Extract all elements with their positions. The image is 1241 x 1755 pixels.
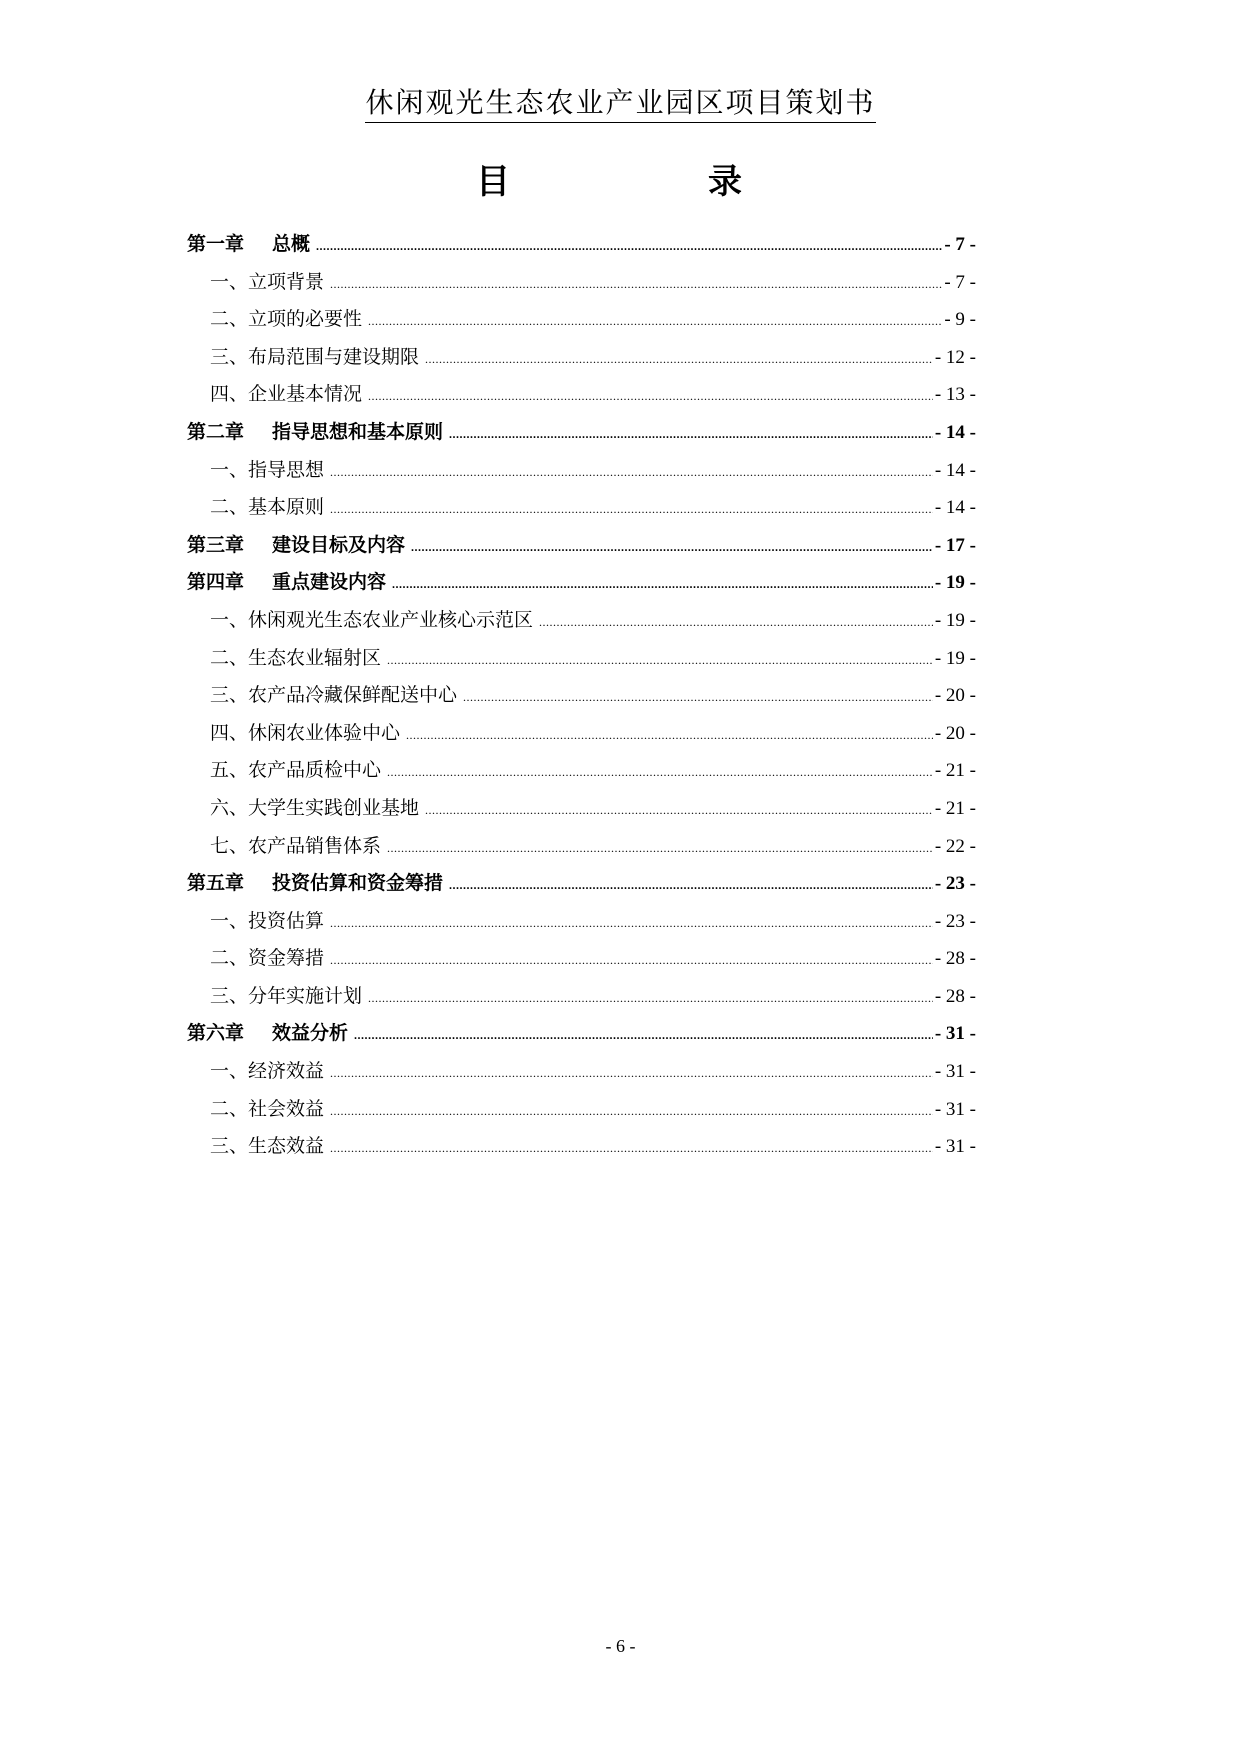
table-of-contents — [187, 226, 976, 1166]
toc-entry-label: 农产品销售体系 — [248, 834, 382, 857]
toc-entry-number: 五、 — [210, 759, 249, 782]
toc-dot-leader — [449, 867, 933, 905]
toc-dot-leader — [539, 604, 933, 642]
toc-entry-label: 农产品质检中心 — [248, 759, 382, 782]
toc-entry-number: 六、 — [210, 796, 249, 819]
toc-section-entry[interactable] — [187, 339, 976, 377]
toc-dot-leader — [449, 416, 933, 454]
toc-dot-leader — [330, 1055, 933, 1093]
toc-entry-title — [210, 978, 362, 1016]
toc-entry-label: 休闲观光生态农业产业核心示范区 — [248, 608, 534, 631]
toc-entry-number: 一、 — [210, 1060, 249, 1083]
toc-section-entry[interactable] — [187, 790, 976, 828]
toc-section-entry[interactable] — [187, 376, 976, 414]
toc-entry-number: 一、 — [210, 458, 249, 481]
toc-section-entry[interactable] — [187, 715, 976, 753]
page-number: - 6 - — [605, 1636, 636, 1656]
toc-entry-page: - 28 - — [934, 948, 976, 970]
toc-entry-page: - 14 - — [934, 497, 976, 519]
toc-entry-title — [187, 527, 405, 565]
toc-section-entry[interactable] — [187, 903, 976, 941]
toc-entry-title — [210, 1053, 324, 1091]
toc-entry-title — [210, 301, 362, 339]
toc-section-entry[interactable] — [187, 978, 976, 1016]
toc-dot-leader — [330, 942, 933, 980]
toc-heading — [0, 160, 1241, 204]
toc-entry-number: 二、 — [210, 308, 249, 331]
toc-section-entry[interactable] — [187, 677, 976, 715]
toc-entry-label: 社会效益 — [248, 1097, 325, 1120]
toc-entry-title — [210, 903, 324, 941]
toc-entry-number: 第六章 — [187, 1022, 245, 1045]
toc-entry-title — [187, 1015, 348, 1053]
toc-entry-number: 二、 — [210, 947, 249, 970]
toc-entry-page: - 31 - — [934, 1061, 976, 1083]
toc-section-entry[interactable] — [187, 1053, 976, 1091]
toc-entry-title — [210, 376, 362, 414]
toc-entry-title — [210, 752, 381, 790]
toc-dot-leader — [406, 717, 933, 755]
toc-entry-title — [187, 865, 443, 903]
toc-entry-page: - 19 - — [934, 647, 976, 669]
toc-entry-number: 二、 — [210, 496, 249, 519]
toc-entry-page: - 31 - — [934, 1098, 976, 1120]
toc-entry-number: 三、 — [210, 1135, 249, 1158]
toc-dot-leader — [387, 754, 933, 792]
toc-entry-label: 总概 — [272, 233, 311, 255]
toc-entry-label: 建设目标及内容 — [272, 533, 406, 556]
toc-entry-number: 第一章 — [187, 233, 245, 255]
toc-entry-number: 二、 — [210, 1097, 249, 1120]
toc-dot-leader — [330, 266, 942, 304]
toc-section-entry[interactable] — [187, 940, 976, 978]
toc-entry-page: - 23 - — [934, 873, 976, 895]
toc-entry-number: 一、 — [210, 909, 249, 932]
toc-entry-title — [187, 564, 386, 602]
toc-entry-label: 布局范围与建设期限 — [248, 345, 420, 368]
document-header — [0, 86, 1241, 123]
toc-dot-leader — [425, 341, 933, 379]
toc-entry-number: 第五章 — [187, 872, 245, 895]
toc-entry-page: - 7 - — [944, 234, 976, 255]
toc-entry-page: - 23 - — [934, 910, 976, 932]
toc-chapter-entry[interactable] — [187, 226, 976, 264]
toc-entry-title — [210, 1091, 324, 1129]
toc-entry-number: 三、 — [210, 984, 249, 1007]
toc-entry-title — [210, 640, 381, 678]
toc-entry-number: 二、 — [210, 646, 249, 669]
toc-section-entry[interactable] — [187, 301, 976, 339]
toc-dot-leader — [463, 679, 933, 717]
toc-entry-page: - 21 - — [934, 760, 976, 782]
toc-entry-page: - 13 - — [934, 384, 976, 406]
toc-dot-leader — [330, 905, 933, 943]
toc-dot-leader — [330, 1130, 933, 1168]
toc-entry-number: 四、 — [210, 721, 249, 744]
toc-section-entry[interactable] — [187, 264, 976, 302]
toc-entry-number: 一、 — [210, 608, 249, 631]
toc-chapter-entry[interactable] — [187, 414, 976, 452]
toc-chapter-entry[interactable] — [187, 865, 976, 903]
toc-entry-page: - 22 - — [934, 835, 976, 857]
toc-entry-label: 生态效益 — [248, 1135, 325, 1158]
toc-dot-leader — [354, 1017, 933, 1055]
toc-section-entry[interactable] — [187, 602, 976, 640]
toc-chapter-entry[interactable] — [187, 564, 976, 602]
toc-dot-leader — [368, 378, 933, 416]
toc-chapter-entry[interactable] — [187, 527, 976, 565]
document-header-title: 休闲观光生态农业产业园区项目策划书 — [365, 86, 875, 123]
toc-entry-page: - 19 - — [934, 572, 976, 594]
toc-chapter-entry[interactable] — [187, 1015, 976, 1053]
toc-entry-label: 经济效益 — [248, 1060, 325, 1083]
toc-entry-title — [187, 226, 310, 264]
toc-entry-page: - 17 - — [934, 534, 976, 556]
toc-entry-title — [210, 790, 419, 828]
toc-entry-label: 指导思想 — [248, 458, 325, 481]
toc-section-entry[interactable] — [187, 640, 976, 678]
toc-entry-label: 农产品冷藏保鲜配送中心 — [248, 684, 458, 707]
toc-entry-label: 投资估算 — [248, 909, 325, 932]
toc-entry-title — [210, 1128, 324, 1166]
toc-section-entry[interactable] — [187, 489, 976, 527]
toc-entry-number: 第二章 — [187, 420, 245, 443]
toc-entry-label: 企业基本情况 — [248, 383, 363, 406]
toc-entry-label: 基本原则 — [248, 496, 325, 519]
toc-entry-page: - 7 - — [944, 271, 976, 293]
toc-entry-title — [210, 602, 533, 640]
toc-entry-label: 资金筹措 — [248, 947, 325, 970]
toc-dot-leader — [392, 566, 933, 604]
toc-entry-number: 一、 — [210, 270, 249, 293]
toc-entry-title — [210, 264, 324, 302]
toc-entry-page: - 14 - — [934, 459, 976, 481]
toc-dot-leader — [411, 529, 933, 567]
toc-entry-label: 效益分析 — [272, 1022, 349, 1045]
toc-entry-label: 指导思想和基本原则 — [272, 420, 444, 443]
toc-section-entry[interactable] — [187, 1128, 976, 1166]
toc-entry-number: 三、 — [210, 684, 249, 707]
toc-entry-title — [187, 414, 443, 452]
toc-entry-title — [210, 940, 324, 978]
toc-dot-leader — [368, 980, 933, 1018]
toc-entry-page: - 20 - — [934, 722, 976, 744]
toc-entry-label: 分年实施计划 — [248, 984, 363, 1007]
toc-entry-number: 七、 — [210, 834, 249, 857]
toc-entry-page: - 20 - — [934, 685, 976, 707]
toc-entry-title — [210, 489, 324, 527]
toc-entry-label: 重点建设内容 — [272, 571, 387, 594]
toc-entry-label: 投资估算和资金筹措 — [272, 872, 444, 895]
toc-entry-label: 休闲农业体验中心 — [248, 721, 401, 744]
toc-entry-page: - 19 - — [934, 609, 976, 631]
toc-entry-number: 第四章 — [187, 571, 245, 594]
toc-entry-page: - 12 - — [934, 346, 976, 368]
toc-entry-label: 立项的必要性 — [248, 308, 363, 331]
toc-entry-number: 三、 — [210, 345, 249, 368]
toc-dot-leader — [387, 830, 933, 868]
toc-dot-leader — [316, 228, 942, 266]
toc-entry-title — [210, 677, 457, 715]
toc-section-entry[interactable] — [187, 452, 976, 490]
toc-section-entry[interactable] — [187, 828, 976, 866]
toc-section-entry[interactable] — [187, 1091, 976, 1129]
toc-entry-title — [210, 339, 419, 377]
toc-entry-title — [210, 452, 324, 490]
toc-entry-page: - 9 - — [944, 309, 976, 331]
toc-entry-label: 立项背景 — [248, 270, 325, 293]
toc-dot-leader — [425, 792, 933, 830]
toc-dot-leader — [330, 491, 933, 529]
toc-entry-page: - 14 - — [934, 421, 976, 443]
toc-dot-leader — [368, 303, 942, 341]
toc-entry-page: - 31 - — [934, 1023, 976, 1045]
toc-entry-number: 第三章 — [187, 533, 245, 556]
toc-dot-leader — [330, 1093, 933, 1131]
toc-entry-page: - 21 - — [934, 797, 976, 819]
toc-heading-char-2: 录 — [708, 162, 742, 202]
toc-entry-title — [210, 828, 381, 866]
toc-dot-leader — [387, 642, 933, 680]
toc-section-entry[interactable] — [187, 752, 976, 790]
toc-entry-page: - 31 - — [934, 1136, 976, 1158]
toc-entry-label: 生态农业辐射区 — [248, 646, 382, 669]
toc-entry-page: - 28 - — [934, 985, 976, 1007]
toc-entry-number: 四、 — [210, 383, 249, 406]
toc-heading-char-1: 目 — [476, 162, 510, 202]
toc-entry-label: 大学生实践创业基地 — [248, 796, 420, 819]
toc-dot-leader — [330, 454, 933, 492]
toc-entry-title — [210, 715, 400, 753]
